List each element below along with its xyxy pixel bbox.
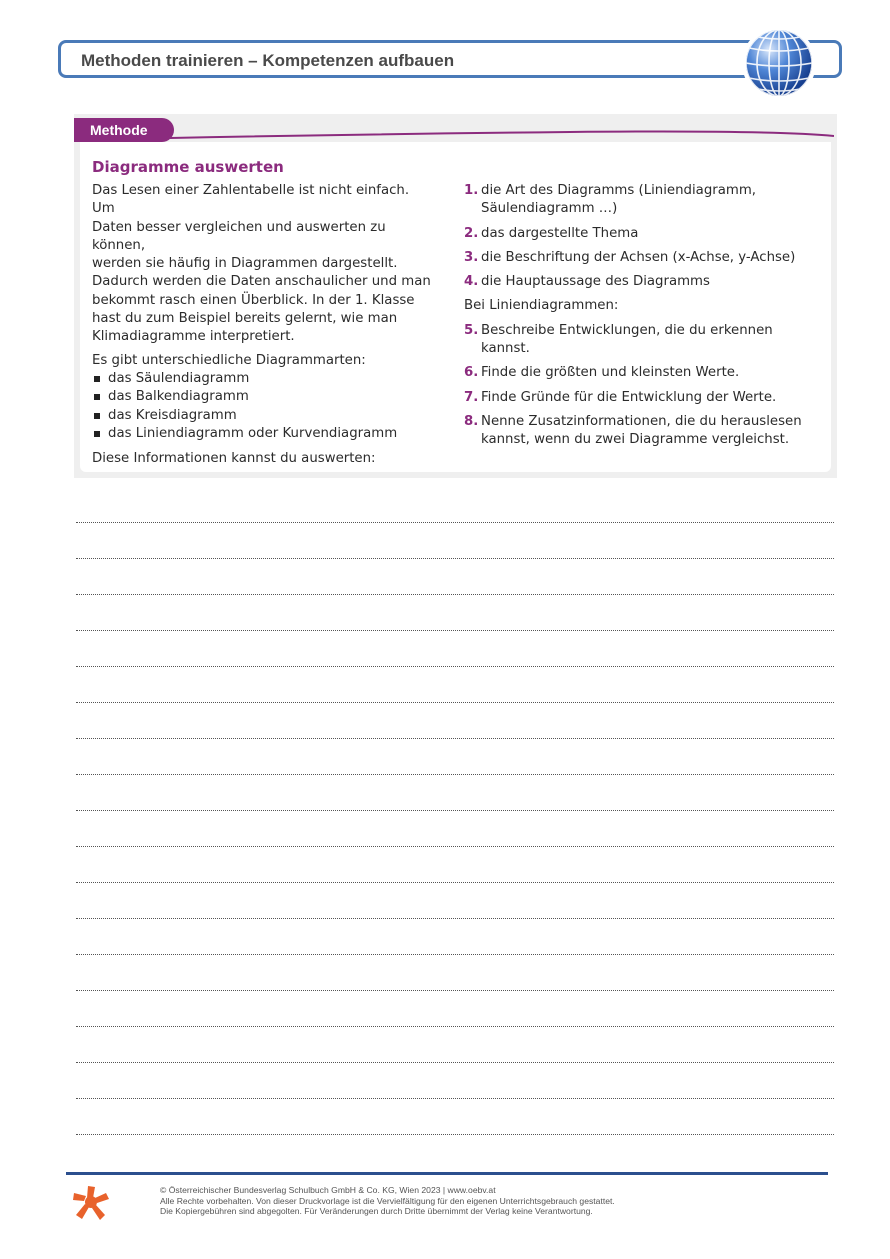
writing-line[interactable] <box>76 990 834 1026</box>
step-number: 6. <box>464 365 479 381</box>
step-text: die Art des Diagramms (Liniendiagramm, <box>481 183 757 198</box>
diagram-types-list <box>92 370 432 443</box>
intro-line: werden sie häufig in Diagrammen dargestellt. <box>92 256 398 272</box>
step-text: das dargestellte Thema <box>481 225 639 241</box>
step-text: die Hauptaussage des Diagramms <box>481 274 710 290</box>
intro-line: Klimadiagramme interpretiert. <box>92 329 295 345</box>
writing-line[interactable] <box>76 810 834 846</box>
header-bar <box>58 40 842 78</box>
step-text: Finde Gründe für die Entwicklung der Werte. <box>481 389 777 405</box>
info-line: Diese Informationen kannst du auswerten: <box>92 451 376 467</box>
method-left-column <box>92 182 432 468</box>
step-text: die Beschriftung der Achsen (x-Achse, y-Achse) <box>481 249 796 265</box>
line-diagram-subheading: Bei Liniendiagrammen: <box>464 298 619 314</box>
intro-line: hast du zum Beispiel bereits gelernt, wie man <box>92 311 398 327</box>
step-item <box>464 364 824 382</box>
step-number: 7. <box>464 389 479 405</box>
intro-line: Dadurch werden die Daten anschaulicher und man <box>92 274 431 290</box>
writing-lines <box>76 522 834 1170</box>
footer-line: Die Kopiergebühren sind abgegolten. Für Veränderungen durch Dritte übernimmt der Verlag keine Verantwortung. <box>160 1206 593 1217</box>
page-title: Methoden trainieren – Kompetenzen aufbauen <box>81 51 455 70</box>
intro-line: bekommt rasch einen Überblick. In der 1. Klasse <box>92 292 415 308</box>
writing-line[interactable] <box>76 666 834 702</box>
writing-line[interactable] <box>76 882 834 918</box>
writing-line[interactable] <box>76 1134 834 1170</box>
step-item <box>464 413 824 450</box>
step-text: Finde die größten und kleinsten Werte. <box>481 365 740 381</box>
step-item <box>464 225 824 243</box>
method-tab-underline <box>170 120 834 146</box>
step-text: kannst, wenn du zwei Diagramme vergleichst. <box>481 432 790 448</box>
intro-line: Das Lesen einer Zahlentabelle ist nicht einfach. Um <box>92 183 410 217</box>
step-number: 5. <box>464 322 479 338</box>
step-number: 2. <box>464 225 479 241</box>
writing-line[interactable] <box>76 1062 834 1098</box>
publisher-logo-icon <box>72 1184 110 1222</box>
writing-line[interactable] <box>76 774 834 810</box>
list-item: das Liniendiagramm oder Kurvendiagramm <box>92 425 432 443</box>
writing-line[interactable] <box>76 918 834 954</box>
intro-line: Daten besser vergleichen und auswerten zu können, <box>92 219 386 253</box>
method-right-column <box>464 182 824 456</box>
types-intro: Es gibt unterschiedliche Diagrammarten: <box>92 352 366 368</box>
writing-line[interactable] <box>76 558 834 594</box>
step-item <box>464 273 824 291</box>
step-item <box>464 322 824 359</box>
step-item <box>464 389 824 407</box>
writing-line[interactable] <box>76 630 834 666</box>
step-number: 3. <box>464 249 479 265</box>
writing-line[interactable] <box>76 702 834 738</box>
footer-line: Alle Rechte vorbehalten. Von dieser Druckvorlage ist die Vervielfältigung für den eigenen Unterrichtsgebrauch gestattet. <box>160 1195 615 1206</box>
method-tab: Methode <box>74 118 174 142</box>
step-number: 4. <box>464 274 479 290</box>
writing-line[interactable] <box>76 846 834 882</box>
footer-line: © Österreichischer Bundesverlag Schulbuch GmbH & Co. KG, Wien 2023 | www.oebv.at <box>160 1185 496 1195</box>
step-item <box>464 249 824 267</box>
method-box <box>74 114 837 478</box>
step-number: 1. <box>464 183 479 198</box>
step-text: Beschreibe Entwicklungen, die du erkennen kannst. <box>481 322 773 357</box>
intro-paragraph <box>92 182 432 347</box>
step-text: Nenne Zusatzinformationen, die du herauslesen <box>481 413 802 429</box>
step-text: Säulendiagramm …) <box>481 201 618 217</box>
footer-copyright <box>160 1185 615 1217</box>
globe-icon <box>742 26 816 100</box>
writing-line[interactable] <box>76 1026 834 1062</box>
footer-divider <box>66 1172 828 1175</box>
writing-line[interactable] <box>76 522 834 558</box>
list-item: das Kreisdiagramm <box>92 407 432 425</box>
list-item: das Balkendiagramm <box>92 388 432 406</box>
step-number: 8. <box>464 413 479 429</box>
writing-line[interactable] <box>76 594 834 630</box>
method-heading: Diagramme auswerten <box>92 158 284 176</box>
writing-line[interactable] <box>76 954 834 990</box>
writing-line[interactable] <box>76 1098 834 1134</box>
writing-line[interactable] <box>76 738 834 774</box>
list-item: das Säulendiagramm <box>92 370 432 388</box>
step-item <box>464 182 824 219</box>
